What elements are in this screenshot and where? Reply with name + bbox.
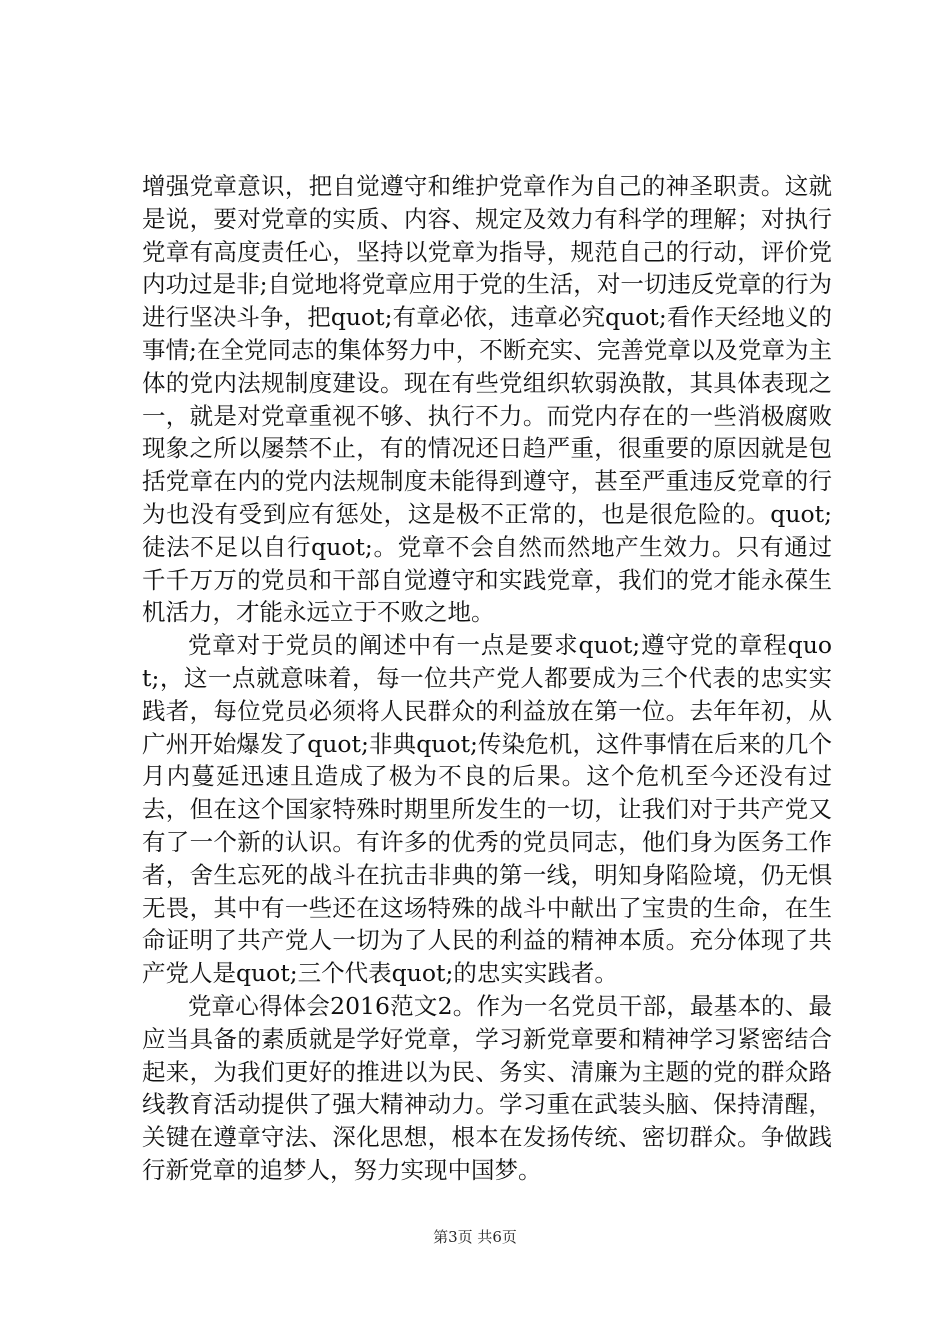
document-body [142,170,832,1187]
paragraph-3: 党章心得体会2016范文2。作为一名党员干部，最基本的、最应当具备的素质就是学好党章，学习新党章要和精神学习紧密结合起来，为我们更好的推进以为民、务实、清廉为主题的党的群众路线教育活动提供了强大精神动力。学习重在武装头脑、保持清醒，关键在遵章守法、深化思想，根本在发扬传统、密切群众。争做践行新党章的追梦人，努力实现中国梦。 [142,991,832,1184]
paragraph-2: 党章对于党员的阐述中有一点是要求quot;遵守党的章程quot;，这一点就意味着，每一位共产党人都要成为三个代表的忠实实践者，每位党员必须将人民群众的利益放在第一位。去年年初，从广州开始爆发了quot;非典quot;传染危机，这件事情在后来的几个月内蔓延迅速且造成了极为不良的后果。这个危机至今还没有过去，但在这个国家特殊时期里所发生的一切，让我们对于共产党又有了一个新的认识。有许多的优秀的党员同志，他们身为医务工作者，舍生忘死的战斗在抗击非典的第一线，明知身陷险境，仍无惧无畏，其中有一些还在这场特殊的战斗中献出了宝贵的生命，在生命证明了共产党人一切为了人民的利益的精神本质。充分体现了共产党人是quot;三个代表quot;的忠实实践者。 [142,631,832,988]
page-number-footer: 第3页 共6页 [433,1228,517,1246]
paragraph-1: 增强党章意识，把自觉遵守和维护党章作为自己的神圣职责。这就是说，要对党章的实质、内容、规定及效力有科学的理解；对执行党章有高度责任心，坚持以党章为指导，规范自己的行动，评价党内功过是非;自觉地将党章应用于党的生活，对一切违反党章的行为进行坚决斗争，把quot;有章必依，违章必究quot;看作天经地义的事情;在全党同志的集体努力中，不断充实、完善党章以及党章为主体的党内法规制度建设。现在有些党组织软弱涣散，其具体表现之一，就是对党章重视不够、执行不力。而党内存在的一些消极腐败现象之所以屡禁不止，有的情况还日趋严重，很重要的原因就是包括党章在内的党内法规制度未能得到遵守，甚至严重违反党章的行为也没有受到应有惩处，这是极不正常的，也是很危险的。quot;徒法不足以自行quot;。党章不会自然而然地产生效力。只有通过千千万万的党员和干部自觉遵守和实践党章，我们的党才能永葆生机活力，才能永远立于不败之地。 [142,172,832,627]
